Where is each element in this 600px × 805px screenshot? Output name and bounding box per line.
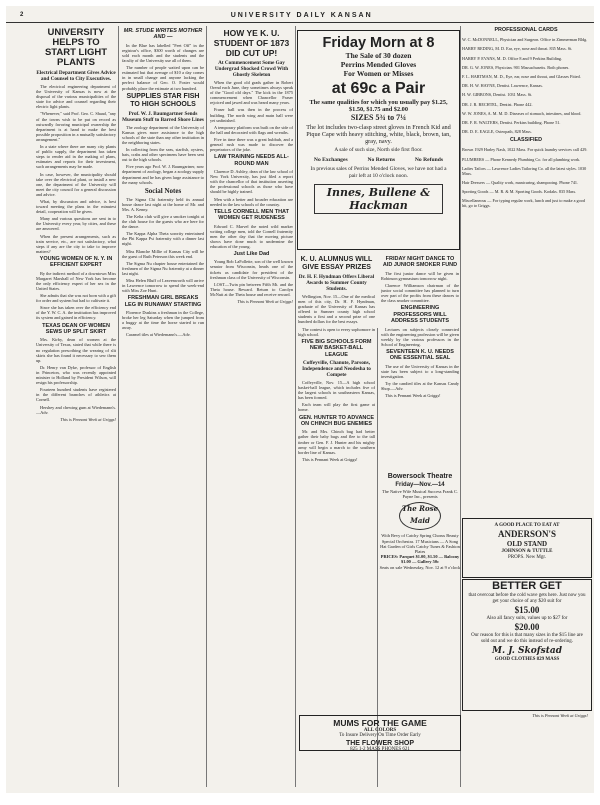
article-paragraph: Miss Helen Bluff of Leavenworth will arrive in Lawrence tomorrow to spend the week-end with Miss Zoe Hunt. bbox=[122, 278, 204, 294]
ad-line: Perrins Mended Gloves bbox=[340, 60, 417, 69]
bottom-notes bbox=[464, 712, 588, 787]
article-paragraph: Coffeyville, Nov. 15—A high school basket-ball league, which includes five of the largest schools in southeastern Kansas, has been formed. bbox=[298, 379, 375, 401]
better-price-2: $20.00 bbox=[514, 622, 540, 632]
theatre-prices: PRICES: Parquet $1.00, $1.50 — Balcony $1.00 — Gallery 50c bbox=[380, 554, 460, 565]
card: DR. H. W. HAYNE, Dentist. Lawrence, Kansas. bbox=[462, 83, 543, 89]
ad-no-exchanges-row bbox=[304, 157, 453, 163]
restaurant-props: PROPS. New Mgr. bbox=[507, 555, 547, 560]
restaurant-owners: JOHNSON & TUTTLE bbox=[501, 549, 553, 554]
ad-sizes: SIZES 5¾ to 7¼ bbox=[350, 113, 407, 123]
article-paragraph: The Sigma Chi fraternity held its annual house dance last night at the home of Mr. and Mrs. A. Kenny. bbox=[122, 196, 204, 212]
headline-1873-student: HOW YE K. U. STUDENT OF 1873 DID CUT UP! bbox=[213, 28, 290, 58]
article-paragraph: Young Bob LaFollette, son of the well known senator from Wisconsin, heads one of the tickets as candidate for president of the freshman class of the University of Wisconsin. bbox=[210, 259, 293, 280]
restaurant-name: ANDERSON'S bbox=[497, 529, 556, 539]
article-paragraph: In case, however, the municipality should take over the electrical plant, or install a new one, the department of the University will meet the city council for a general discussion and advice. bbox=[36, 171, 116, 197]
lost-notice: LOST—Twin pin between Fifth Mt. and the Theta house. Reward. Return to Carolyn McNutt at the Theta house and receive reward. bbox=[210, 281, 293, 297]
masthead-title: UNIVERSITY DAILY KANSAN bbox=[230, 11, 373, 19]
article-paragraph: Mrs. Kirby, dean of women at the University of Texas, stated that while there is no regulation prescribing the wearing of slit skirts she has found it necessary to sew them up. bbox=[36, 337, 116, 363]
card: DR. G. W. JONES, Physician. 901 Massachusetts. Both phones. bbox=[462, 64, 570, 70]
ad-line: The same qualities for which you usually pay $1.25, $1.50, $1.75 and $2.00 bbox=[309, 99, 448, 113]
theatre-cast: With Bevy of Catchy Spring Chorus Beauty bbox=[381, 533, 459, 539]
pennant-note: This is Pennant Week at Griggs! bbox=[237, 299, 293, 305]
article-paragraph: Each team will play the first game at home. bbox=[298, 402, 375, 413]
article-paragraph: In a state where there are many city plants of public supply, the department has taken steps to render aid in the making of plans, estimates and reports for their investment, such arrangements may be made. bbox=[36, 144, 116, 170]
classified-item: Sporting Goods — M. R. & M. Sporting Goods. Kodaks. 835 Mass. bbox=[462, 189, 577, 195]
card: H. W. GIBBONS, Dentist. 1031 Mass. St. bbox=[462, 92, 533, 98]
masthead bbox=[6, 8, 594, 23]
newspaper-page bbox=[6, 6, 594, 793]
article-paragraph: She admits that she was not born with a gift for order and system but had to cultivate it. bbox=[36, 293, 116, 304]
article-paragraph: Men with a better and broader education are needed in the law schools of the country. bbox=[210, 196, 293, 207]
article-paragraph: When the present arrangements, such as train service, etc., are not satisfactory, what steps if any are the city to take to improve matters? bbox=[36, 233, 116, 254]
article-paragraph: Five years ago Prof. W. J. Baumgartner, now department of zoology, began a zoology supply department and he has given large assistance to the many schools. bbox=[122, 164, 204, 185]
article-paragraph: Wellington, Nov. 15—One of the medical men of this city, Dr. H. F. Hyndman, graduate of the University of Kansas has offered to Sumner county high school students a first and a second prize of one hundred dollars for the best essays. bbox=[298, 294, 375, 325]
article-paragraph: The first junior dance will be given in Robinson gymnasium tomorrow night. bbox=[381, 270, 459, 281]
restaurant-line: OLD STAND bbox=[506, 540, 548, 548]
card: DR. F. R. WALTERS, Dentist. Perkins building. Phone 51. bbox=[462, 119, 561, 125]
article-paragraph: Lectures on subjects closely connected with the engineering profession will be given weekly by the various professors in the School of Engineering. bbox=[381, 326, 459, 347]
theatre-details: Special Orchestra. 17 Musicians — A Song Hat Garden of Girls Catchy Tunes & Fashion Plates bbox=[380, 538, 460, 555]
rose-maid-logo: The Rose Maid bbox=[399, 502, 441, 530]
better-line: Our reason for this is that many sizes in the $15 line are sold out and we do this instead of re-ordering. bbox=[471, 633, 583, 644]
card: DR. D. E. EAGLE, Osteopath, 828 Mass. bbox=[462, 129, 532, 135]
article-paragraph: The Kappa Alpha Theta sorority entertained the Phi Kappa Psi fraternity with a dinner last night. bbox=[122, 231, 204, 247]
classified-item: PLUMBERS — Phone Kennedy Plumbing Co. for all plumbing work. bbox=[462, 156, 581, 162]
restaurant-ad bbox=[462, 518, 592, 578]
article-paragraph: The number of people waited upon can be estimated but that average of $10 a day comes in in small change and anyone lacking the perfect balance of Geo. O. Foster would probably place the estimate at two hundred. bbox=[122, 65, 204, 91]
mums-headline: MUMS FOR THE GAME bbox=[333, 718, 427, 728]
article-paragraph: The use of the University of Kansas in the state has been subject to a long-standing investigation. bbox=[381, 363, 459, 379]
headline-just-like-dad: Just Like Dad bbox=[233, 250, 270, 257]
article-paragraph: The zoology department of the University of Kansas gives more assistance to the high schools of the state than any other institution in the neighboring states. bbox=[122, 124, 204, 145]
classified-item: Ladies Tailors — Lawrence Ladies Tailoring Co. all the latest styles. 1030 Mass. bbox=[462, 165, 587, 176]
column-5 bbox=[381, 254, 459, 468]
article-paragraph: Clarence Williamson chairman of the junior social committee has planned to turn over part of the profits from these dances to the class smoker committee. bbox=[381, 283, 459, 304]
headline-star-fish: SUPPLIES STAR FISH TO HIGH SCHOOLS bbox=[126, 92, 200, 108]
ad-line: In previous sales of Perrins Mended Gloves, we have not had a pair left at 10 o'clock noon. bbox=[310, 165, 447, 179]
headline-social-notes: Social Notes bbox=[144, 186, 182, 195]
article-paragraph: Fourteen hundred students have registered in the different branches of athletics at Cornell. bbox=[36, 387, 116, 403]
professional-cards-title: PROFESSIONAL CARDS bbox=[494, 27, 558, 33]
headline-law-training: LAW TRAINING NEEDS ALL-ROUND MAN bbox=[214, 154, 289, 167]
theatre-body: The Native Wife Musical Success Frank C. Payne Inc., presents bbox=[382, 489, 458, 500]
card: DR. J. R. BECHTEL, Dentist. Phone 442. bbox=[462, 101, 533, 107]
theatre-seats: Seats on sale Wednesday, Nov. 12 at 9 o'clock bbox=[379, 564, 461, 570]
article-paragraph: Fraser hall was then in the process of building. The north wing and main hall were yet unfinished. bbox=[210, 107, 293, 123]
column-1 bbox=[36, 26, 116, 787]
column-rule bbox=[118, 26, 119, 787]
store-address: GOOD CLOTHES 829 MASS bbox=[494, 657, 560, 662]
article-paragraph: "Whenever," said Prof. Geo. C. Shaad, "any of the towns wish to be put on record as outwardly favoring municipal ownership the department is at hand to make the best possible proposition in a mutually satisfactory arrangement." bbox=[36, 111, 116, 142]
flower-shop-ad bbox=[299, 715, 461, 751]
ad-price: at 69c a Pair bbox=[331, 80, 426, 97]
article-paragraph: The Kelta club will give a smoker tonight at the club house for the guests who are here for the dance. bbox=[122, 213, 204, 230]
theatre-date: Friday—Nov.—14 bbox=[395, 482, 445, 488]
article-paragraph: In the Blue has labelled "Feet Off" in the registrar's office, $300 worth of changes are sold each month and the students and the faculty of the University use all of them. bbox=[122, 42, 204, 64]
article-paragraph: Many and various questions are sent in to the University every year, by cities, and these are answered. bbox=[36, 216, 116, 232]
article-paragraph: The Sigma Nu chapter house entertained the freshmen of the Sigma Nu fraternity at a dinner last night. bbox=[122, 260, 204, 276]
article-paragraph: Clarence D. Ashley, dean of the law school of New York University, has just filed a report with the chancellor of that institution asserting the professional schools as those who have should be highly trained. bbox=[210, 169, 293, 195]
article-paragraph: Florence Duskins a freshman in the College, broke her leg Saturday when the jumped from a buggy at the time the horse started to run away. bbox=[122, 310, 204, 331]
ad-no-exchanges: No Exchanges bbox=[313, 156, 348, 163]
better-price-1: $15.00 bbox=[514, 605, 540, 615]
better-line: that overcoat before the cold wave gets here. Just now you get your choice of any $20 suit for bbox=[468, 593, 586, 604]
subhead-light-plants: Electrical Department Gives Advice and Counsel to City Executives. bbox=[36, 70, 116, 82]
article-paragraph: This is Pennant Week at Griggs! bbox=[385, 393, 441, 399]
ad-line: For Women or Misses bbox=[343, 69, 414, 78]
mums-colors: ALL COLORS bbox=[363, 728, 397, 733]
ad-no-returns: No Returns bbox=[367, 156, 396, 163]
ad-no-refunds: No Refunds bbox=[414, 156, 444, 163]
subhead-essay-prizes: Dr. H. F. Hyndman Offers Liberal Awards to Summer County Students. bbox=[298, 274, 375, 292]
article-paragraph: Since she has taken over the efficiency end of the Y. W. C. A. the institution has improved its system and gained in efficiency. bbox=[36, 305, 116, 321]
card: W. W. JONES, A. M. M. D. Diseases of stomach, intestines, and blood. bbox=[462, 110, 582, 116]
article-paragraph: Caramel tiles at Wiedemann's.—Adv. bbox=[126, 332, 191, 338]
pennant-note: This is Pennant Week at Griggs! bbox=[60, 416, 116, 422]
headline-texas-dean: TEXAS DEAN OF WOMEN SEWS UP SPLIT SKIRT bbox=[42, 322, 110, 335]
store-signature: Innes, Bullene & Hackman bbox=[314, 184, 443, 214]
headline-young-women: YOUNG WOMEN OF N. Y. IN EFFICIENT EXPERT bbox=[39, 255, 113, 269]
article-paragraph: A temporary platform was built on the side of the hall and decorated with flags and wreaths. bbox=[210, 124, 293, 135]
ad-headline: Friday Morn at 8 bbox=[322, 35, 435, 51]
better-headline: BETTER GET bbox=[492, 580, 562, 592]
bowersock-theatre-ad bbox=[379, 473, 461, 673]
article-paragraph: When the good old grads gather in Robert Orend each June, they sometimes always speak of the "Good old days." The kick in the 1875 commencement when Chancellor Fraser rejoiced and jawed and was heard many years. bbox=[210, 80, 293, 106]
better-line: Also all fancy suits, values up to $27 for bbox=[486, 616, 568, 621]
card: W. C. McDONNELL, Physician and Surgeon. Office in Zimmerman Bldg. bbox=[462, 37, 588, 43]
article-paragraph: Try the candied tiles at the Kansas Candy Shop.—Adv. bbox=[381, 381, 459, 392]
headline-cornell-men: TELLS CORNELL MEN THAT WOMEN GET RUDENESS bbox=[214, 208, 289, 222]
subhead-star-fish: Prof. W. J. Baumgartner Sends Museum Stuff to Barred Shore Lines bbox=[122, 110, 204, 123]
column-4 bbox=[298, 254, 375, 787]
article-paragraph: In collecting from the seas, starfish, oysters, bats, crabs and other specimens have been sent out to the high schools. bbox=[122, 147, 204, 163]
classified-title: CLASSIFIED bbox=[509, 137, 543, 144]
article-paragraph: The contest is open to every sophomore in high school. bbox=[298, 326, 375, 337]
article-paragraph: Dr. Henry van Dyke, professor of English in Princeton, who was recently appointed minister to Holland by President Wilson, will resign his professorship. bbox=[36, 364, 116, 386]
mums-address: 825 1-2 MASS PHONES 621 bbox=[350, 747, 410, 752]
ad-line: A sale of such size, North side first floor. bbox=[334, 147, 423, 154]
article-paragraph: By the indirect method of a downtown Miss Margaret Marshall of New York has become the only efficiency expert of her sex in the United States. bbox=[36, 270, 116, 291]
theatre-name: Bowersock Theatre bbox=[387, 473, 453, 480]
perrins-gloves-ad bbox=[297, 30, 460, 250]
classified-item: Miscellaneous — For typing regular work, lunch and just to make a good hit, go to Griggs. bbox=[462, 198, 585, 209]
headline-seventeen: SEVENTEEN K. U. NEEDS ONE ESSENTIAL SEAL bbox=[386, 348, 454, 362]
subhead-basketball-league: Coffeyville, Chanute, Parsons, Independence and Neodesha to Compete bbox=[302, 359, 371, 378]
subhead-1873-student: At Commencement Some Gay Undergrad Shocked Crowd With Ghostly Skeleton bbox=[214, 60, 289, 78]
classified-item: Brown 1929 Harley Nash, 1022 Mass. For quick laundry services call 429. bbox=[462, 147, 588, 153]
skofstad-clothing-ad bbox=[462, 579, 592, 711]
headline-essay-prizes: K. U. ALUMNUS WILL GIVE ESSAY PRIZES bbox=[300, 256, 373, 271]
mums-shop: THE FLOWER SHOP bbox=[345, 740, 415, 747]
column-rule bbox=[295, 26, 296, 787]
page-number: 2 bbox=[20, 12, 24, 18]
article-paragraph: Hershey and chewing gum at Wiedemann's.—Adv. bbox=[36, 404, 116, 415]
column-rule bbox=[206, 26, 207, 787]
mums-delivery: To Insure Delivery On Time Order Early bbox=[339, 733, 421, 738]
headline-light-plants: UNIVERSITY HELPS TO START LIGHT PLANTS bbox=[44, 27, 108, 68]
headline-engineering: ENGINEERING PROFESSORS WILL ADDRESS STUDENTS bbox=[390, 305, 450, 325]
headline-chinch-bug: GEN. HUNTER TO ADVANCE ON CHINCH BUG ENEMIES bbox=[298, 414, 375, 427]
restaurant-line: A GOOD PLACE TO EAT AT bbox=[494, 523, 560, 528]
ad-line: The lot includes two-clasp street gloves in French Kid and Pique Cape with heavy stitching, white, black, brown, tan, gray, navy. bbox=[306, 123, 451, 146]
card: HARRY REDING, M. D. Ear, eye, nose and throat. 835 Mass. St. bbox=[462, 46, 573, 52]
article-paragraph: Mr. and Mrs. Chinch bug had better gather their baby bugs and flee to the tall timber or Gen. F. J. Hunter and his mighty army will begin a march to the southern border line of Kansas. bbox=[298, 429, 375, 455]
ad-line: The Sale of 30 dozen bbox=[345, 51, 412, 60]
article-paragraph: Miss Blanche Millie of Kansas City will be the guest of Ruth Peterson this week end. bbox=[122, 248, 204, 259]
column-2 bbox=[122, 26, 204, 787]
pennant-note: This is Pennant Week at Griggs! bbox=[532, 713, 588, 718]
article-paragraph: The electrical engineering department of the University of Kansas is now at the disposal of the various municipalities of the state for advice and counsel regarding their electric light plants. bbox=[36, 84, 116, 110]
card: HARRY P. EVANS, M. D. Office 8 and 9 Perkins Building. bbox=[462, 55, 563, 61]
article-paragraph: Five in time there was a great hubbub, and a general rush was made to discover the perpetrators of the joke. bbox=[210, 136, 293, 153]
article-paragraph: What, by discussion and advice, is best toward meeting the plans in the minutest detail, cooperation will be given. bbox=[36, 198, 116, 215]
store-signature: M. J. Skofstad bbox=[491, 646, 562, 656]
card: F. L. HARTMAN, M. D., Eye, ear, nose and throat, and Glasses Fitted. bbox=[462, 73, 581, 79]
headline-stude-writes: MR. STUDE WRITES MOTHER AND — bbox=[123, 28, 203, 41]
headline-friday-dance: FRIDAY NIGHT DANCE TO AID JUNIOR SMOKER FUND bbox=[382, 256, 458, 269]
article-paragraph: This is Pennant Week at Griggs! bbox=[302, 456, 358, 462]
column-3 bbox=[210, 26, 293, 787]
article-paragraph: Edward C. Marvel the noted wild marker writing college men, told the Cornell fraternity men the other day that the moving picture shows have done much to undermine the education of the young. bbox=[210, 223, 293, 249]
classified-item: Hair Dressers — Quality work, manicuring, shampooing. Phone 741. bbox=[462, 180, 579, 185]
headline-freshman-girl: FRESHMAN GIRL BREAKS LEG IN RUNAWAY STARTING bbox=[124, 295, 202, 308]
headline-basketball-league: FIVE BIG SCHOOLS FORM NEW BASKET-BALL LEAGUE bbox=[301, 338, 372, 358]
